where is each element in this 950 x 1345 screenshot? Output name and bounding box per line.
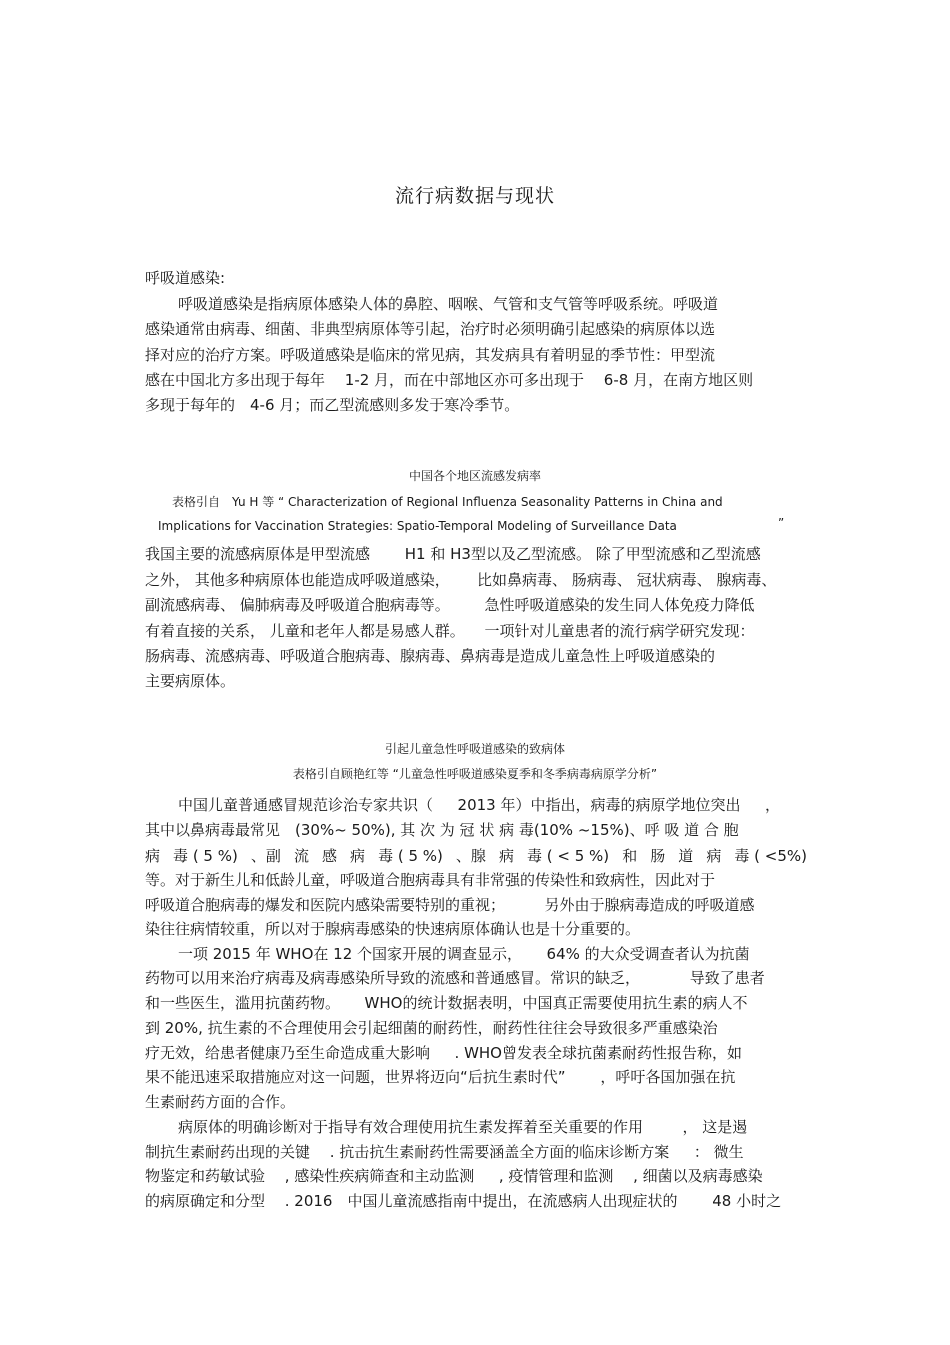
para1-line: 感染通常由病毒、细菌、非典型病原体等引起，治疗时必须明确引起感染的病原体以选 xyxy=(145,320,716,338)
para4-line: 到 20%, 抗生素的不合理使用会引起细菌的耐药性，耐药性往往会导致很多严重感染治 xyxy=(145,1019,718,1037)
para5-line: 病原体的明确诊断对于指导有效合理使用抗生素发挥着至关重要的作用 ， 这是遏 xyxy=(178,1118,748,1136)
para4-line: 果不能迅速采取措施应对这一问题，世界将迈向“后抗生素时代” ，呼吁各国加强在抗 xyxy=(145,1068,736,1086)
para2-line: 肠病毒、流感病毒、呼吸道合胞病毒、腺病毒、鼻病毒是造成儿童急性上呼吸道感染的 xyxy=(145,647,716,665)
table1-caption: 中国各个地区流感发病率 xyxy=(408,469,541,483)
para3-word: 毒 ( 5 %) xyxy=(378,847,443,865)
para4-line: 药物可以用来治疗病毒及病毒感染所导致的流感和普通感冒。常识的缺乏， 导致了患者 xyxy=(145,969,765,987)
para5-line: 物鉴定和药敏试验 , 感染性疾病筛查和主动监测 , 疫情管理和监测 , 细菌以及病毒感染 xyxy=(145,1167,763,1185)
para3-word: 病 xyxy=(350,847,366,865)
para4-line: 疗无效，给患者健康乃至生命造成重大影响 . WHO曾发表全球抗菌素耐药性报告称，如 xyxy=(145,1044,742,1062)
para3-word: 毒 ( <5%) xyxy=(734,847,807,865)
para3-word: 、副 xyxy=(250,847,281,865)
para1-line: 呼吸道感染是指病原体感染人体的鼻腔、咽喉、气管和支气管等呼吸系统。呼吸道 xyxy=(178,295,719,313)
para2-line: 有着直接的关系， 儿童和老年人都是易感人群。 一项针对儿童患者的流行病学研究发现： xyxy=(145,622,755,640)
table1-source-line1: 表格引自 Yu H 等 “ Characterization of Regional Influenza Seasonality Patterns in China and xyxy=(172,495,723,509)
section-heading: 呼吸道感染: xyxy=(145,269,226,287)
para3-line: 中国儿童普通感冒规范诊治专家共识（ 2013 年）中指出，病毒的病原学地位突出 ， xyxy=(178,796,781,814)
para3-justified-line xyxy=(145,846,807,866)
para3-line: 等。对于新生儿和低龄儿童，呼吸道合胞病毒具有非常强的传染性和致病性，因此对于 xyxy=(145,871,716,889)
para5-line: 的病原确定和分型 . 2016 中国儿童流感指南中提出，在流感病人出现症状的 48 小时之 xyxy=(145,1192,782,1210)
para3-line: 染往往病情较重，所以对于腺病毒感染的快速病原体确认也是十分重要的。 xyxy=(145,920,641,938)
para2-line: 我国主要的流感病原体是甲型流感 H1 和 H3型以及乙型流感。 除了甲型流感和乙型流感 xyxy=(145,545,761,563)
para1-line: 感在中国北方多出现于每年 1-2 月，而在中部地区亦可多出现于 6-8 月，在南方地区则 xyxy=(145,371,754,389)
para3-word: 肠 xyxy=(650,847,666,865)
para3-word: 道 xyxy=(678,847,694,865)
para3-word: 病 xyxy=(145,847,161,865)
para4-line: 和一些医生，滥用抗菌药物。 WHO的统计数据表明，中国真正需要使用抗生素的病人不 xyxy=(145,994,748,1012)
para3-word: 毒 ( 5 %) xyxy=(173,847,238,865)
para3-word: 病 xyxy=(706,847,722,865)
table1-source-line2: Implications for Vaccination Strategies: Spatio-Temporal Modeling of Surveillance Data xyxy=(158,519,677,533)
para2-line: 主要病原体。 xyxy=(145,672,236,690)
para1-line: 多现于每年的 4-6 月；而乙型流感则多发于寒冷季节。 xyxy=(145,396,520,414)
para3-line: 呼吸道合胞病毒的爆发和医院内感染需要特别的重视； 另外由于腺病毒造成的呼吸道感 xyxy=(145,896,755,914)
para3-word: 感 xyxy=(321,847,337,865)
para4-line: 一项 2015 年 WHO在 12 个国家开展的调查显示， 64% 的大众受调查者认为抗菌 xyxy=(178,945,750,963)
para3-word: 、腺 xyxy=(455,847,486,865)
para3-word: 病 xyxy=(498,847,514,865)
para3-line: 其中以鼻病毒最常见 (30%~ 50%), 其 次 为 冠 状 病 毒(10% ~15%)、呼 吸 道 合 胞 xyxy=(145,821,739,839)
para3-word: 毒 ( < 5 %) xyxy=(527,847,610,865)
para5-line: 制抗生素耐药出现的关键 . 抗击抗生素耐药性需要涵盖全方面的临床诊断方案 ： 微生 xyxy=(145,1143,744,1161)
table1-source-close-quote: ” xyxy=(778,516,785,530)
para2-line: 副流感病毒、 偏肺病毒及呼吸道合胞病毒等。 急性呼吸道感染的发生同人体免疫力降低 xyxy=(145,596,755,614)
table2-source: 表格引自顾艳红等 “儿童急性呼吸道感染夏季和冬季病毒病原学分析” xyxy=(292,767,658,781)
para4-line: 生素耐药方面的合作。 xyxy=(145,1093,296,1111)
para2-line: 之外， 其他多种病原体也能造成呼吸道感染， 比如鼻病毒、 肠病毒、 冠状病毒、 腺病毒、 xyxy=(145,571,777,589)
page-title: 流行病数据与现状 xyxy=(394,185,555,207)
para1-line: 择对应的治疗方案。呼吸道感染是临床的常见病，其发病具有着明显的季节性：甲型流 xyxy=(145,346,716,364)
para3-word: 和 xyxy=(622,847,638,865)
para3-word: 流 xyxy=(293,847,309,865)
table2-caption: 引起儿童急性呼吸道感染的致病体 xyxy=(384,742,565,756)
